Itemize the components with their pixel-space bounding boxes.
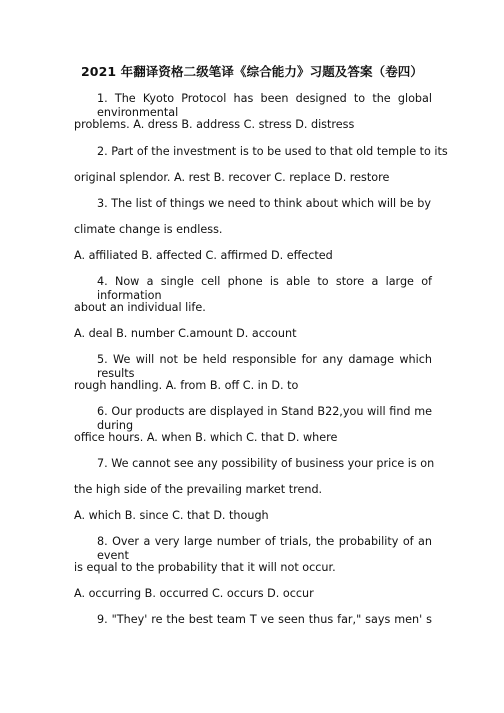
question-1-line-1: 1. The Kyoto Protocol has been designed to the global environmental — [97, 92, 432, 119]
question-9-line-1: 9. "They' re the best team T ve seen thus far," says men' s — [97, 613, 432, 626]
question-8-options: A. occurring B. occurred C. occurs D. occur — [74, 587, 314, 600]
document-title: 2021 年翻译资格二级笔译《综合能力》习题及答案（卷四） — [80, 64, 424, 79]
question-8-line-1: 8. Over a very large number of trials, the probability of an event — [97, 535, 432, 562]
question-7-line-1: 7. We cannot see any possibility of business your price is on — [97, 457, 435, 470]
question-4-options: A. deal B. number C.amount D. account — [74, 327, 297, 340]
question-7-options: A. which B. since C. that D. though — [74, 509, 269, 522]
question-6-line-1: 6. Our products are displayed in Stand B22,you will find me during — [97, 405, 432, 432]
question-5-line-2: rough handling. A. from B. off C. in D. to — [74, 379, 299, 392]
question-2-line-2: original splendor. A. rest B. recover C. replace D. restore — [74, 171, 390, 184]
question-3-line-2: climate change is endless. — [74, 223, 223, 236]
question-5-line-1: 5. We will not be held responsible for any damage which results — [97, 353, 432, 380]
question-6-line-2: office hours. A. when B. which C. that D. where — [74, 431, 338, 444]
question-8-line-2: is equal to the probability that it will not occur. — [74, 561, 336, 574]
question-3-line-1: 3. The list of things we need to think about which will be by — [97, 197, 431, 210]
question-4-line-1: 4. Now a single cell phone is able to store a large of information — [97, 275, 432, 302]
question-1-line-2: problems. A. dress B. address C. stress D. distress — [74, 118, 355, 131]
question-4-line-2: about an individual life. — [74, 301, 206, 314]
question-3-options: A. affiliated B. affected C. affirmed D. effected — [74, 249, 333, 262]
question-7-line-2: the high side of the prevailing market trend. — [74, 483, 323, 496]
question-2-line-1: 2. Part of the investment is to be used to that old temple to its — [97, 145, 448, 158]
